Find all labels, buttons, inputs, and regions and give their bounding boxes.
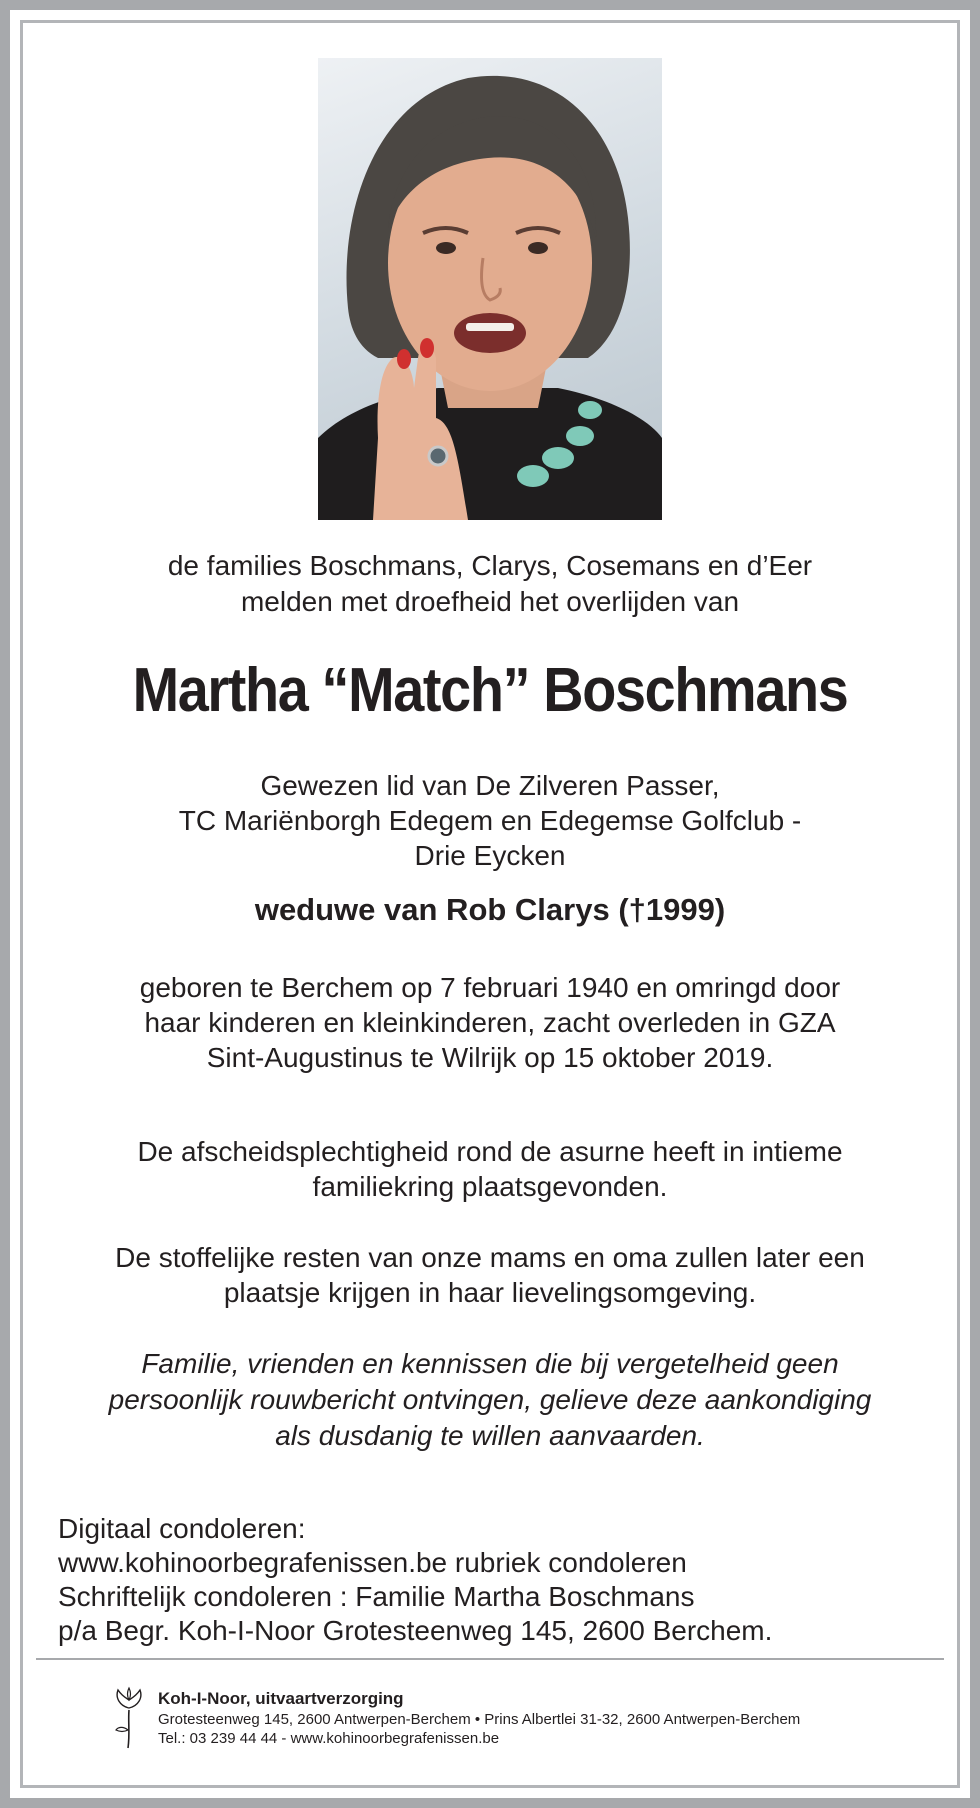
intro-line-2: melden met droefheid het overlijden van <box>240 586 740 617</box>
ceremony-line-2: familiekring plaatsgevonden. <box>312 1171 668 1202</box>
widow-of: weduwe van Rob Clarys (†1999) <box>254 892 726 927</box>
flower-logo-icon <box>112 1686 146 1750</box>
footer-divider <box>36 1658 944 1660</box>
membership-line-3: Drie Eycken <box>414 840 566 871</box>
notice-text <box>40 1346 940 1454</box>
notice-line-1: Familie, vrienden en kennissen die bij vergetelheid geen <box>141 1348 839 1379</box>
ceremony-line-1: De afscheidsplechtigheid rond de asurne heeft in intieme <box>137 1136 843 1167</box>
remains-line-1: De stoffelijke resten van onze mams en oma zullen later een <box>115 1242 865 1273</box>
condolences-line-3: Schriftelijk condoleren : Familie Martha Boschmans <box>58 1581 695 1612</box>
condolences-line-1: Digitaal condoleren: <box>58 1513 306 1544</box>
membership-line-2: TC Mariënborgh Edegem en Edegemse Golfclub - <box>178 805 802 836</box>
portrait-photo <box>318 58 662 520</box>
membership-text <box>40 768 940 873</box>
funeral-home-address: Grotesteenweg 145, 2600 Antwerpen-Berchem • Prins Albertlei 31-32, 2600 Antwerpen-Berchem <box>158 1711 801 1728</box>
notice-line-2: persoonlijk rouwbericht ontvingen, gelieve deze aankondiging <box>108 1384 872 1415</box>
membership-line-1: Gewezen lid van De Zilveren Passer, <box>260 770 720 801</box>
birth-line-3: Sint-Augustinus te Wilrijk op 15 oktober 2019. <box>206 1042 774 1073</box>
birth-line-2: haar kinderen en kleinkinderen, zacht overleden in GZA <box>144 1007 836 1038</box>
announcement-intro <box>40 548 940 620</box>
notice-line-3: als dusdanig te willen aanvaarden. <box>275 1420 705 1451</box>
funeral-home-name: Koh-I-Noor, uitvaartverzorging <box>158 1689 404 1708</box>
deceased-name: Martha “Match” Boschmans <box>132 656 848 725</box>
condolences-line-4: p/a Begr. Koh-I-Noor Grotesteenweg 145, 2600 Berchem. <box>58 1615 773 1646</box>
funeral-home-contact[interactable]: Tel.: 03 239 44 44 - www.kohinoorbegrafenissen.be <box>158 1730 500 1747</box>
remains-line-2: plaatsje krijgen in haar lievelingsomgeving. <box>223 1277 757 1308</box>
ceremony-text <box>40 1134 940 1204</box>
remains-text <box>40 1240 940 1310</box>
intro-line-1: de families Boschmans, Clarys, Cosemans en d’Eer <box>167 550 813 581</box>
condolences-block <box>58 1512 772 1648</box>
birth-death-text <box>40 970 940 1075</box>
condolences-link[interactable]: www.kohinoorbegrafenissen.be rubriek condoleren <box>58 1547 687 1578</box>
birth-line-1: geboren te Berchem op 7 februari 1940 en omringd door <box>139 972 841 1003</box>
funeral-home-footer <box>158 1688 800 1748</box>
